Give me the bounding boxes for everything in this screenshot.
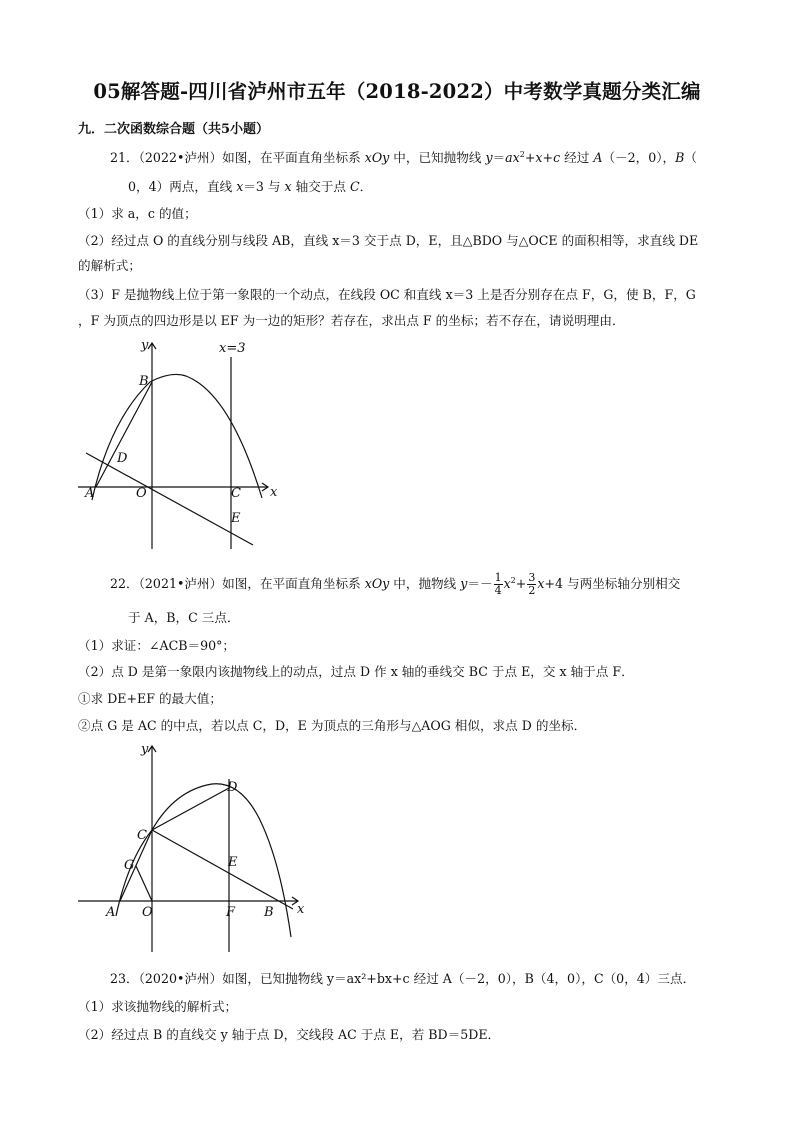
q21-line-2: 0，4）两点，直线 x＝3 与 x 轴交于点 C． — [128, 179, 373, 194]
fig1-label-b: B — [139, 374, 149, 389]
fig1-label-line: x=3 — [219, 341, 246, 356]
q21-part-2-cont: 的解析式； — [78, 258, 141, 273]
fig1-label-a: A — [85, 486, 95, 501]
fig2-label-o: O — [142, 905, 153, 920]
fig2-label-g: G — [124, 858, 135, 873]
fig1-label-x: x — [270, 485, 278, 500]
fig2-label-d: D — [227, 780, 238, 795]
fraction-three-halves: $\frac{3}{2}$ — [528, 571, 536, 597]
q21-line-1: 21．（2022•泸州）如图，在平面直角坐标系 xOy 中，已知抛物线 $y=ax^2+x+c$ 经过 A（－2，0），B（ — [110, 150, 698, 165]
q21-part-2: （2）经过点 O 的直线分别与线段 AB，直线 x＝3 交于点 D，E，且△BDO 与△OCE 的面积相等，求直线 DE — [78, 233, 699, 248]
section-heading: 九．二次函数综合题（共5小题） — [78, 122, 270, 137]
q21-part-1: （1）求 a，c 的值； — [78, 206, 197, 221]
fig2-label-y: y — [141, 742, 149, 757]
fig1-label-e: E — [231, 511, 241, 526]
fig2-label-c: C — [137, 828, 147, 843]
fig2-label-e: E — [228, 855, 238, 870]
page-title: 05解答题-四川省泸州市五年（2018-2022）中考数学真题分类汇编 — [93, 80, 701, 103]
fig1-label-c: C — [231, 486, 241, 501]
fig2-label-b: B — [264, 905, 274, 920]
q21-part-3-cont: ，F 为顶点的四边形是以 EF 为一边的矩形？若存在，求出点 F 的坐标；若不存在，请说明理由． — [78, 313, 625, 328]
q22-part-2: （2）点 D 是第一象限内该抛物线上的动点，过点 D 作 x 轴的垂线交 BC 于点 E，交 x 轴于点 F． — [78, 664, 634, 679]
q22-part-2-ii: ②点 G 是 AC 的中点，若以点 C，D，E 为顶点的三角形与△AOG 相似，求点 D 的坐标． — [78, 718, 587, 733]
q22-line-2: 于 A，B，C 三点． — [128, 610, 240, 625]
q23-part-2: （2）经过点 B 的直线交 y 轴于点 D，交线段 AC 于点 E，若 BD＝5DE． — [78, 1027, 501, 1042]
q23-part-1: （1）求该抛物线的解析式； — [78, 999, 238, 1014]
fig2-label-a: A — [106, 905, 116, 920]
fig2-label-f: F — [226, 905, 236, 920]
q22-part-1: （1）求证：∠ACB＝90°； — [78, 638, 236, 653]
q23-line-1: 23．（2020•泸州）如图，已知抛物线 y＝ax²+bx+c 经过 A（－2，0），B（4，0），C（0，4）三点． — [110, 971, 696, 986]
fig2-label-x: x — [297, 902, 305, 917]
fig1-label-y: y — [141, 338, 149, 353]
q21-part-3: （3）F 是抛物线上位于第一象限的一个动点，在线段 OC 和直线 x＝3 上是否分别存在点 F，G，使 B，F，G — [78, 287, 696, 302]
fig2-segment-cd — [152, 788, 229, 830]
fig1-label-d: D — [117, 451, 128, 466]
fig2-line-bc — [152, 830, 293, 909]
q22-part-2-i: ①求 DE+EF 的最大值； — [78, 691, 222, 706]
fraction-one-quarter: $\frac{1}{4}$ — [494, 571, 502, 597]
fig1-label-o: O — [136, 486, 147, 501]
fig2-segment-og — [136, 866, 152, 901]
q22-line-1: 22．（2021•泸州）如图，在平面直角坐标系 xOy 中，抛物线 y＝－ $\frac{1}{4}$ $x^2+$ $\frac{3}{2}$ x+4 与两坐标轴分别相交 — [110, 571, 681, 597]
